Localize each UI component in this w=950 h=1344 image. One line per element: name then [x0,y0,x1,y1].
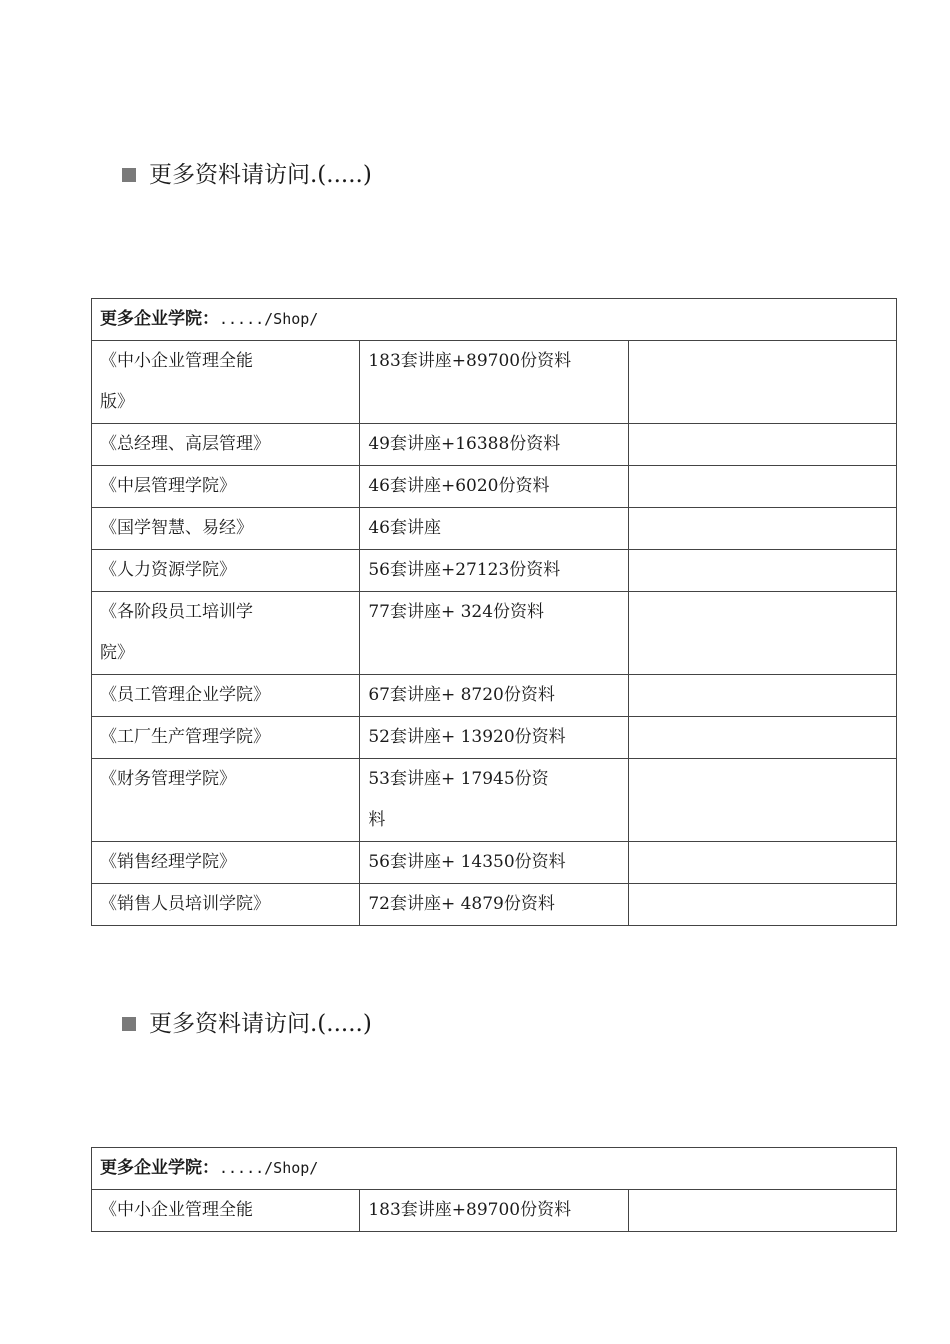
course-name: 《国学智慧、易经》 [100,518,253,538]
course-info-cell [360,884,628,926]
course-info-cell [360,842,628,884]
table-header-row [92,299,897,341]
table-row [92,466,897,508]
course-name: 《人力资源学院》 [100,560,236,580]
course-info-cell [360,341,628,424]
table-header-cell [92,299,897,341]
course-info-cell [360,759,628,842]
table-row [92,675,897,717]
course-info: 52套讲座+ 13920份资料 [368,727,566,747]
section-heading [122,160,372,190]
table-row [92,759,897,842]
course-name-cell [92,592,360,675]
course-info: 183套讲座+89700份资料 [368,1200,572,1220]
course-name: 《中小企业管理全能 [100,351,253,371]
table-header-cell [92,1148,897,1190]
course-info: 46套讲座+6020份资料 [368,476,550,496]
table-row [92,884,897,926]
table-row [92,550,897,592]
course-info-cell [360,1190,628,1232]
square-bullet-icon [122,1017,136,1031]
course-name: 《中层管理学院》 [100,476,236,496]
course-info: 46套讲座 [368,518,441,538]
course-name-cell [92,884,360,926]
course-name-cell [92,717,360,759]
course-info: 49套讲座+16388份资料 [368,434,561,454]
course-name: 《财务管理学院》 [100,769,236,789]
course-name-continued: 版》 [100,392,134,412]
course-name-cell [92,550,360,592]
course-info-cell [360,675,628,717]
course-name-cell [92,842,360,884]
empty-cell [628,466,896,508]
table-row [92,592,897,675]
empty-cell [628,675,896,717]
course-name-cell [92,424,360,466]
course-table-continued [91,1147,897,1232]
header-label: 更多企业学院： [100,1158,219,1178]
course-info-cell [360,424,628,466]
course-info-cell [360,592,628,675]
heading-text: 更多资料请访问.(.....) [149,1011,372,1037]
course-info-cell [360,717,628,759]
table-row [92,341,897,424]
course-info-continued: 料 [368,810,386,830]
course-name-cell [92,759,360,842]
table-row [92,508,897,550]
course-name: 《总经理、高层管理》 [100,434,270,454]
course-name-cell [92,466,360,508]
course-info: 56套讲座+ 14350份资料 [368,852,566,872]
course-info-cell [360,508,628,550]
empty-cell [628,424,896,466]
course-info-cell [360,466,628,508]
square-bullet-icon [122,168,136,182]
course-name-cell [92,508,360,550]
empty-cell [628,842,896,884]
table-row [92,842,897,884]
course-table [91,298,897,926]
table-row [92,424,897,466]
course-name-continued: 院》 [100,643,134,663]
course-name: 《销售经理学院》 [100,852,236,872]
section-heading [122,1009,372,1039]
header-site: ...../Shop/ [219,1159,319,1177]
course-name: 《中小企业管理全能 [100,1200,253,1220]
course-name: 《工厂生产管理学院》 [100,727,270,747]
course-name: 《员工管理企业学院》 [100,685,270,705]
course-name: 《各阶段员工培训学 [100,602,253,622]
course-name: 《销售人员培训学院》 [100,894,270,914]
heading-text: 更多资料请访问.(.....) [149,162,372,188]
course-info: 53套讲座+ 17945份资 [368,769,549,789]
empty-cell [628,592,896,675]
empty-cell [628,717,896,759]
empty-cell [628,884,896,926]
course-info: 77套讲座+ 324份资料 [368,602,545,622]
course-info: 67套讲座+ 8720份资料 [368,685,555,705]
course-info: 56套讲座+27123份资料 [368,560,561,580]
empty-cell [628,759,896,842]
course-info: 183套讲座+89700份资料 [368,351,572,371]
empty-cell [628,550,896,592]
empty-cell [628,1190,896,1232]
empty-cell [628,341,896,424]
course-info: 72套讲座+ 4879份资料 [368,894,555,914]
empty-cell [628,508,896,550]
course-name-cell [92,1190,360,1232]
table-row [92,1190,897,1232]
course-info-cell [360,550,628,592]
table-header-row [92,1148,897,1190]
course-name-cell [92,341,360,424]
table-row [92,717,897,759]
header-label: 更多企业学院： [100,309,219,329]
header-site: ...../Shop/ [219,310,319,328]
course-name-cell [92,675,360,717]
